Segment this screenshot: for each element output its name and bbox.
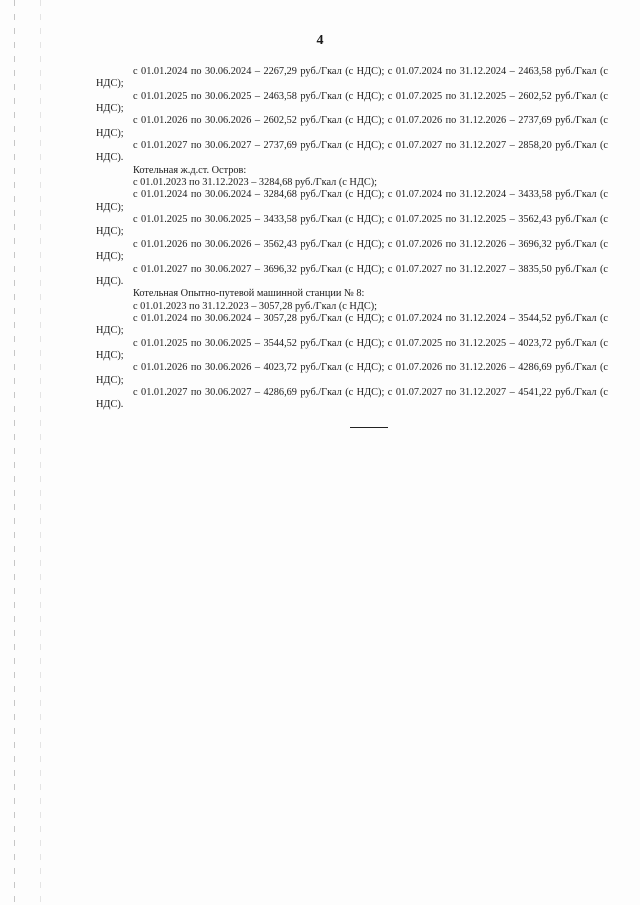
tariff-line: с 01.01.2023 по 31.12.2023 – 3284,68 руб./Гкал (с НДС);: [133, 177, 378, 189]
tariff-paragraph: с 01.01.2024 по 30.06.2024 – 3057,28 руб./Гкал (с НДС); с 01.07.2024 по 31.12.2024 – 3544,52 руб./Гкал (с НДС);: [96, 312, 608, 337]
tariff-paragraph: с 01.01.2025 по 30.06.2025 – 3544,52 руб./Гкал (с НДС); с 01.07.2025 по 31.12.2025 – 4023,72 руб./Гкал (с НДС);: [96, 337, 608, 361]
scan-edge-mark: [40, 0, 41, 905]
end-of-text-rule: [350, 427, 388, 428]
scan-edge-mark: [14, 0, 15, 905]
boiler-house-heading: Котельная Опытно-путевой машинной станции № 8:: [133, 288, 365, 300]
page-number: 4: [316, 33, 324, 48]
tariff-text-block: [96, 66, 608, 412]
tariff-paragraph: с 01.01.2027 по 30.06.2027 – 4286,69 руб./Гкал (с НДС); с 01.07.2027 по 31.12.2027 – 4541,22 руб./Гкал (с НДС).: [96, 386, 608, 411]
tariff-paragraph: с 01.01.2026 по 30.06.2026 – 4023,72 руб./Гкал (с НДС); с 01.07.2026 по 31.12.2026 – 4286,69 руб./Гкал (с НДС);: [96, 362, 608, 386]
tariff-line: с 01.01.2023 по 31.12.2023 – 3057,28 руб./Гкал (с НДС);: [133, 300, 378, 312]
tariff-paragraph: с 01.01.2026 по 30.06.2026 – 3562,43 руб./Гкал (с НДС); с 01.07.2026 по 31.12.2026 – 3696,32 руб./Гкал (с НДС);: [96, 238, 608, 263]
tariff-paragraph: с 01.01.2026 по 30.06.2026 – 2602,52 руб./Гкал (с НДС); с 01.07.2026 по 31.12.2026 – 2737,69 руб./Гкал (с НДС);: [96, 115, 608, 139]
boiler-house-heading: Котельная ж.д.ст. Остров:: [133, 164, 247, 176]
tariff-paragraph: с 01.01.2025 по 30.06.2025 – 2463,58 руб./Гкал (с НДС); с 01.07.2025 по 31.12.2025 – 2602,52 руб./Гкал (с НДС);: [96, 90, 608, 115]
tariff-paragraph: с 01.01.2027 по 30.06.2027 – 3696,32 руб./Гкал (с НДС); с 01.07.2027 по 31.12.2027 – 3835,50 руб./Гкал (с НДС).: [96, 263, 608, 287]
tariff-paragraph: с 01.01.2024 по 30.06.2024 – 3284,68 руб./Гкал (с НДС); с 01.07.2024 по 31.12.2024 – 3433,58 руб./Гкал (с НДС);: [96, 189, 608, 213]
tariff-paragraph: с 01.01.2027 по 30.06.2027 – 2737,69 руб./Гкал (с НДС); с 01.07.2027 по 31.12.2027 – 2858,20 руб./Гкал (с НДС).: [96, 140, 608, 164]
tariff-paragraph: с 01.01.2024 по 30.06.2024 – 2267,29 руб./Гкал (с НДС); с 01.07.2024 по 31.12.2024 – 2463,58 руб./Гкал (с НДС);: [96, 66, 608, 90]
tariff-paragraph: с 01.01.2025 по 30.06.2025 – 3433,58 руб./Гкал (с НДС); с 01.07.2025 по 31.12.2025 – 3562,43 руб./Гкал (с НДС);: [96, 214, 608, 238]
